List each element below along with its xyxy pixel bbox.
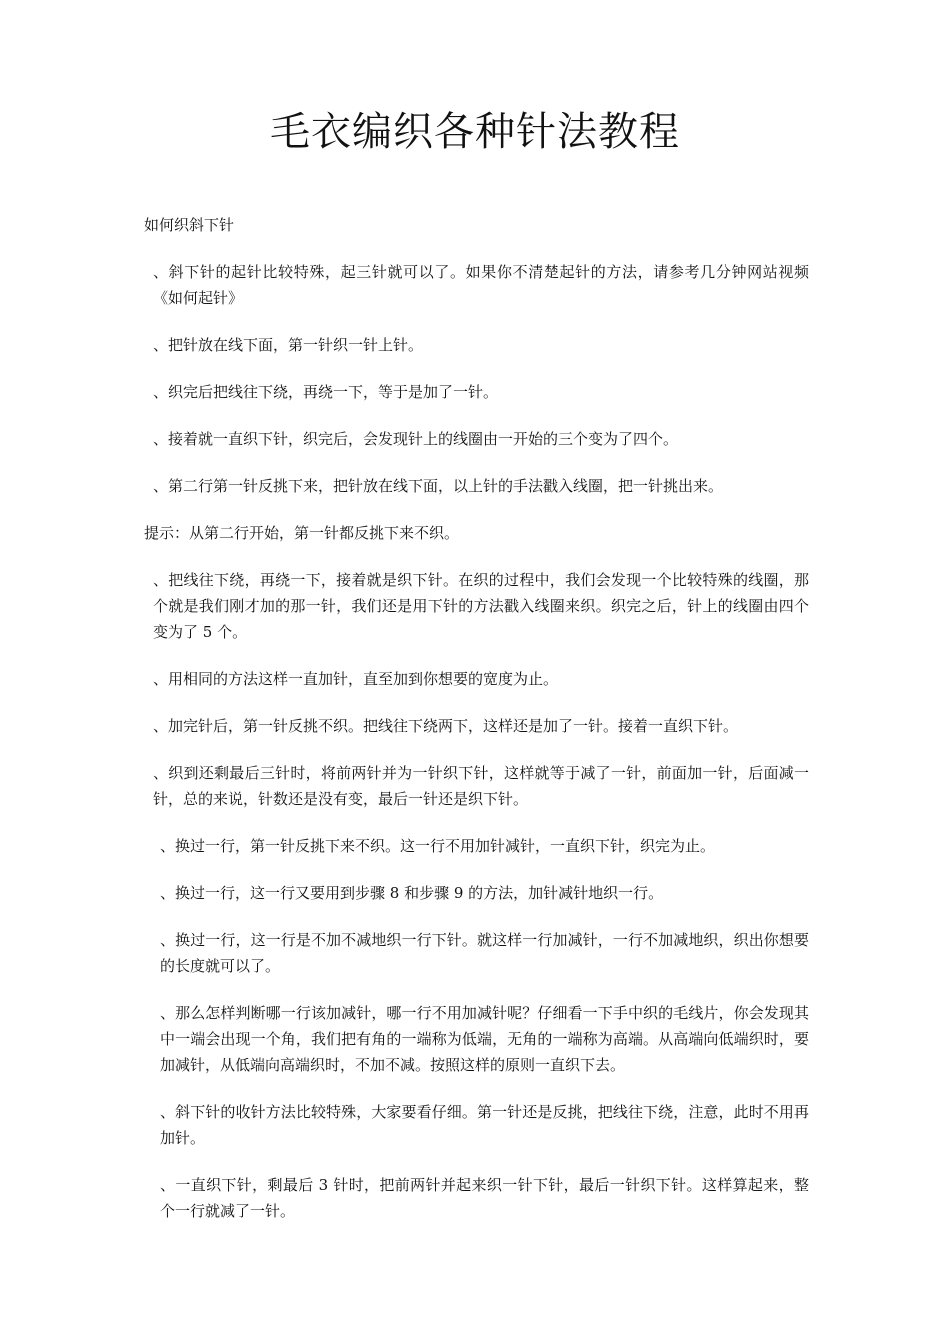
step-paragraph: 、织到还剩最后三针时，将前两针并为一针织下针，这样就等于减了一针，前面加一针，后面减一针，总的来说，针数还是没有变，最后一针还是织下针。 — [153, 764, 809, 808]
document-body — [144, 212, 809, 1245]
step-paragraph: 、换过一行，这一行又要用到步骤 8 和步骤 9 的方法，加针减针地织一行。 — [160, 884, 664, 902]
step-paragraph: 、斜下针的起针比较特殊，起三针就可以了。如果你不清楚起针的方法，请参考几分钟网站视频《如何起针》 — [153, 263, 809, 307]
step-paragraph: 、换过一行，这一行是不加不减地织一行下针。就这样一行加减针，一行不加减地织，织出你想要的长度就可以了。 — [160, 931, 809, 975]
step-paragraph: 、那么怎样判断哪一行该加减针，哪一行不用加减针呢？仔细看一下手中织的毛线片，你会发现其中一端会出现一个角，我们把有角的一端称为低端，无角的一端称为高端。从高端向低端织时，要加减针，从低端向高端织时，不加不减。按照这样的原则一直织下去。 — [160, 1004, 809, 1074]
step-paragraph: 、第二行第一针反挑下来，把针放在线下面，以上针的手法戳入线圈，把一针挑出来。 — [153, 477, 724, 495]
step-paragraph: 、斜下针的收针方法比较特殊，大家要看仔细。第一针还是反挑，把线往下绕，注意，此时不用再加针。 — [160, 1103, 809, 1147]
step-paragraph: 、用相同的方法这样一直加针，直至加到你想要的宽度为止。 — [153, 670, 559, 688]
step-paragraph: 、把针放在线下面，第一针织一针上针。 — [153, 336, 424, 354]
step-paragraph: 、接着就一直织下针，织完后，会发现针上的线圈由一开始的三个变为了四个。 — [153, 430, 679, 448]
tip-paragraph: 提示：从第二行开始，第一针都反挑下来不织。 — [144, 524, 460, 542]
document-title: 毛衣编织各种针法教程 — [270, 109, 680, 155]
step-paragraph: 、加完针后，第一针反挑不织。把线往下绕两下，这样还是加了一针。接着一直织下针。 — [153, 717, 739, 735]
step-paragraph: 、一直织下针，剩最后 3 针时，把前两针并起来织一针下针，最后一针织下针。这样算起来，整个一行就减了一针。 — [160, 1176, 809, 1220]
section-heading: 如何织斜下针 — [144, 216, 235, 234]
step-paragraph: 、换过一行，第一针反挑下来不织。这一行不用加针减针，一直织下针，织完为止。 — [160, 837, 716, 855]
step-paragraph: 、把线往下绕，再绕一下，接着就是织下针。在织的过程中，我们会发现一个比较特殊的线圈，那个就是我们刚才加的那一针，我们还是用下针的方法戳入线圈来织。织完之后，针上的线圈由四个变为了 5 个。 — [153, 571, 809, 641]
step-paragraph: 、织完后把线往下绕，再绕一下，等于是加了一针。 — [153, 383, 499, 401]
